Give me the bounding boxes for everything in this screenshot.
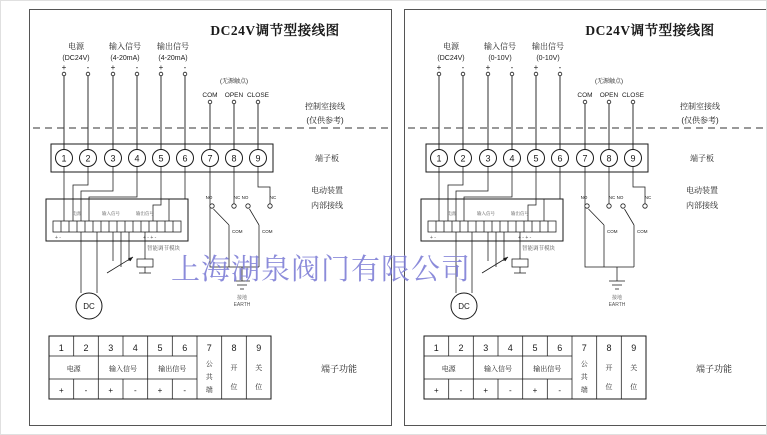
module-port-label: 输入信号 bbox=[102, 211, 120, 216]
terminal-board-label: 端子板 bbox=[690, 154, 714, 163]
module-port-label: 电源 bbox=[72, 211, 82, 216]
table-number: 2 bbox=[83, 343, 89, 353]
com-contact-label: COM bbox=[607, 229, 618, 234]
passive-contact-label: (无源触点) bbox=[220, 79, 248, 85]
terminal-number: 7 bbox=[582, 153, 588, 164]
table-col9-label: 关 bbox=[630, 365, 638, 372]
polarity-sign: + bbox=[436, 63, 442, 72]
power-label: 电源 bbox=[68, 42, 84, 51]
table-col7-label: 公 bbox=[580, 361, 588, 368]
table-group-label: 输出信号 bbox=[158, 366, 187, 373]
close-label: CLOSE bbox=[621, 92, 645, 99]
contact-lead-wires bbox=[585, 104, 633, 150]
table-col7-label: 公 bbox=[205, 361, 213, 368]
table-group-label: 输入信号 bbox=[484, 366, 512, 373]
common-bus-wire bbox=[210, 167, 259, 267]
terminal-number: 6 bbox=[557, 153, 563, 164]
terminal-number: 6 bbox=[182, 153, 188, 164]
module-port-label: 输出信号 bbox=[136, 211, 154, 216]
no-label: NO bbox=[580, 195, 588, 200]
table-col7-label: 端 bbox=[205, 387, 213, 394]
polarity-sign: + bbox=[158, 63, 164, 72]
table-number: 5 bbox=[532, 343, 538, 353]
output-signal-range: (4-20mA) bbox=[158, 55, 188, 62]
dc-motor-label: DC bbox=[83, 302, 95, 311]
table-number: 6 bbox=[557, 343, 563, 353]
table-number: 1 bbox=[433, 343, 439, 353]
com-label: COM bbox=[202, 92, 218, 99]
terminal-number: 1 bbox=[436, 153, 442, 164]
close-label: CLOSE bbox=[246, 92, 270, 99]
com-contact-label: COM bbox=[637, 229, 648, 234]
terminal-number: 2 bbox=[85, 153, 91, 164]
power-voltage: (DC24V) bbox=[437, 55, 465, 62]
output-signal-label: 输出信号 bbox=[157, 42, 189, 51]
terminal-function-table bbox=[49, 336, 271, 399]
diagram-title: DC24V调节型接线图 bbox=[210, 23, 340, 38]
dc-motor-label: DC bbox=[458, 302, 470, 311]
ground-label-cn: 接地 bbox=[611, 295, 623, 301]
limit-switch-close bbox=[621, 204, 647, 267]
terminal-number: 4 bbox=[134, 153, 140, 164]
table-number: 4 bbox=[132, 343, 138, 353]
table-sign: - bbox=[84, 386, 88, 395]
ground-label-en: EARTH bbox=[608, 302, 626, 308]
table-col7-label: 共 bbox=[580, 374, 588, 381]
control-module-box bbox=[46, 199, 188, 241]
terminal-number: 8 bbox=[231, 153, 237, 164]
contact-lead-wires bbox=[210, 104, 258, 150]
passive-contact-label: (无源触点) bbox=[595, 79, 623, 85]
power-label: 电源 bbox=[443, 42, 459, 51]
ground-symbol bbox=[234, 267, 250, 289]
table-number: 4 bbox=[507, 343, 513, 353]
lead-wire-terminals bbox=[437, 72, 562, 76]
control-room-note-2: (仅供参考) bbox=[306, 116, 344, 125]
table-col9-label: 关 bbox=[255, 365, 263, 372]
board-to-module-wires bbox=[439, 167, 560, 221]
input-signal-range: (4-20mA) bbox=[110, 55, 140, 62]
polarity-sign: - bbox=[135, 63, 139, 72]
potentiometer-symbol bbox=[482, 232, 508, 273]
module-strip-dividers bbox=[61, 221, 173, 232]
table-number: 8 bbox=[606, 343, 612, 353]
table-sign: - bbox=[459, 386, 463, 395]
terminal-number: 1 bbox=[61, 153, 67, 164]
module-marks-left: + - bbox=[55, 235, 61, 241]
polarity-sign: - bbox=[86, 63, 90, 72]
open-label: OPEN bbox=[224, 92, 244, 99]
table-sign: + bbox=[483, 386, 489, 395]
terminal-number: 3 bbox=[110, 153, 116, 164]
polarity-sign: + bbox=[110, 63, 116, 72]
table-number: 9 bbox=[631, 343, 637, 353]
contact-wire-terminals bbox=[208, 100, 260, 104]
table-number: 3 bbox=[483, 343, 489, 353]
module-port-label: 输出信号 bbox=[511, 211, 529, 216]
open-label: OPEN bbox=[599, 92, 619, 99]
company-watermark: 上海湖泉阀门有限公司 bbox=[171, 254, 472, 286]
no-label: NO bbox=[205, 195, 213, 200]
table-sign: + bbox=[433, 386, 439, 395]
table-sign: - bbox=[133, 386, 137, 395]
table-caption: 端子功能 bbox=[695, 364, 733, 374]
terminal-number: 9 bbox=[630, 153, 636, 164]
table-sign: + bbox=[532, 386, 538, 395]
polarity-sign: - bbox=[461, 63, 465, 72]
input-signal-range: (0-10V) bbox=[488, 55, 512, 62]
table-number: 6 bbox=[182, 343, 188, 353]
lead-polarity-signs bbox=[437, 63, 562, 72]
polarity-sign: + bbox=[61, 63, 67, 72]
terminal-number: 5 bbox=[158, 153, 164, 164]
panel-right bbox=[404, 9, 767, 426]
nc-label: NC bbox=[644, 195, 652, 200]
terminal-number: 9 bbox=[255, 153, 261, 164]
table-number: 2 bbox=[458, 343, 464, 353]
polarity-sign: - bbox=[510, 63, 514, 72]
potentiometer-symbol bbox=[107, 232, 133, 273]
table-number: 1 bbox=[58, 343, 64, 353]
table-col8-label: 开 bbox=[605, 365, 613, 372]
panel-left bbox=[29, 9, 392, 426]
com-contact-label: COM bbox=[262, 229, 273, 234]
table-group-label: 输入信号 bbox=[109, 366, 137, 373]
limit-switch-close bbox=[246, 204, 272, 267]
table-sign: + bbox=[157, 386, 163, 395]
table-sign: - bbox=[183, 386, 187, 395]
ground-symbol bbox=[609, 267, 625, 289]
module-name-label: 智能调节模块 bbox=[147, 246, 181, 252]
lead-wires bbox=[64, 76, 185, 150]
input-signal-label: 输入信号 bbox=[109, 42, 141, 51]
table-number: 8 bbox=[231, 343, 237, 353]
nc-label: NC bbox=[233, 195, 241, 200]
polarity-sign: - bbox=[183, 63, 187, 72]
table-group-label: 电源 bbox=[66, 366, 81, 373]
ground-label-en: EARTH bbox=[233, 302, 251, 308]
table-col9-label: 位 bbox=[630, 384, 638, 391]
input-signal-label: 输入信号 bbox=[484, 42, 516, 51]
table-sign: - bbox=[558, 386, 562, 395]
terminal-number: 4 bbox=[509, 153, 515, 164]
lead-polarity-signs bbox=[62, 63, 187, 72]
module-port-label: 电源 bbox=[447, 211, 457, 216]
table-number: 9 bbox=[256, 343, 262, 353]
power-voltage: (DC24V) bbox=[62, 55, 90, 62]
table-sign: + bbox=[58, 386, 64, 395]
lead-wire-terminals bbox=[62, 72, 187, 76]
table-col8-label: 开 bbox=[230, 365, 238, 372]
common-bus-wire bbox=[585, 167, 634, 267]
actuator-label-2: 内部接线 bbox=[311, 201, 343, 210]
no-label: NO bbox=[616, 195, 624, 200]
control-room-note-1: 控制室接线 bbox=[680, 102, 720, 111]
limit-switch-open bbox=[210, 204, 236, 267]
actuator-label-1: 电动装置 bbox=[686, 186, 718, 195]
ground-label-cn: 接地 bbox=[236, 295, 248, 301]
actuator-label-1: 电动装置 bbox=[311, 186, 343, 195]
table-number: 3 bbox=[108, 343, 114, 353]
table-group-label: 输出信号 bbox=[533, 366, 562, 373]
diagram-title: DC24V调节型接线图 bbox=[585, 23, 715, 38]
table-col7-label: 共 bbox=[205, 374, 213, 381]
control-room-note-1: 控制室接线 bbox=[305, 102, 345, 111]
terminal-board-label: 端子板 bbox=[315, 154, 339, 163]
board-to-module-wires bbox=[64, 167, 185, 221]
polarity-sign: + bbox=[485, 63, 491, 72]
table-col8-label: 位 bbox=[605, 384, 613, 391]
control-module-box bbox=[421, 199, 563, 241]
terminal-number: 7 bbox=[207, 153, 213, 164]
output-signal-label: 输出信号 bbox=[532, 42, 564, 51]
module-marks-right: + - + - bbox=[518, 235, 532, 241]
nc-label: NC bbox=[608, 195, 616, 200]
terminal-number: 5 bbox=[533, 153, 539, 164]
output-signal-range: (0-10V) bbox=[536, 55, 560, 62]
com-label: COM bbox=[577, 92, 593, 99]
table-sign: - bbox=[508, 386, 512, 395]
control-room-note-2: (仅供参考) bbox=[681, 116, 719, 125]
contact-wire-terminals bbox=[583, 100, 635, 104]
module-marks-right: + - + - bbox=[143, 235, 157, 241]
terminal-number: 8 bbox=[606, 153, 612, 164]
nc-label: NC bbox=[269, 195, 277, 200]
limit-switch-open bbox=[585, 204, 611, 267]
table-col8-label: 位 bbox=[230, 384, 238, 391]
table-col7-label: 端 bbox=[580, 387, 588, 394]
terminal-number: 2 bbox=[460, 153, 466, 164]
table-group-label: 电源 bbox=[441, 366, 456, 373]
module-port-label: 输入信号 bbox=[477, 211, 495, 216]
module-marks-left: + - bbox=[430, 235, 436, 241]
table-number: 5 bbox=[157, 343, 163, 353]
no-label: NO bbox=[241, 195, 249, 200]
terminal-number: 3 bbox=[485, 153, 491, 164]
com-contact-label: COM bbox=[232, 229, 243, 234]
module-name-label: 智能调节模块 bbox=[522, 246, 556, 252]
module-strip-dividers bbox=[436, 221, 548, 232]
table-number: 7 bbox=[206, 343, 212, 353]
lead-wires bbox=[439, 76, 560, 150]
polarity-sign: - bbox=[558, 63, 562, 72]
table-caption: 端子功能 bbox=[320, 364, 358, 374]
table-sign: + bbox=[108, 386, 114, 395]
actuator-label-2: 内部接线 bbox=[686, 201, 718, 210]
polarity-sign: + bbox=[533, 63, 539, 72]
terminal-function-table bbox=[424, 336, 646, 399]
table-col9-label: 位 bbox=[255, 384, 263, 391]
table-number: 7 bbox=[581, 343, 587, 353]
